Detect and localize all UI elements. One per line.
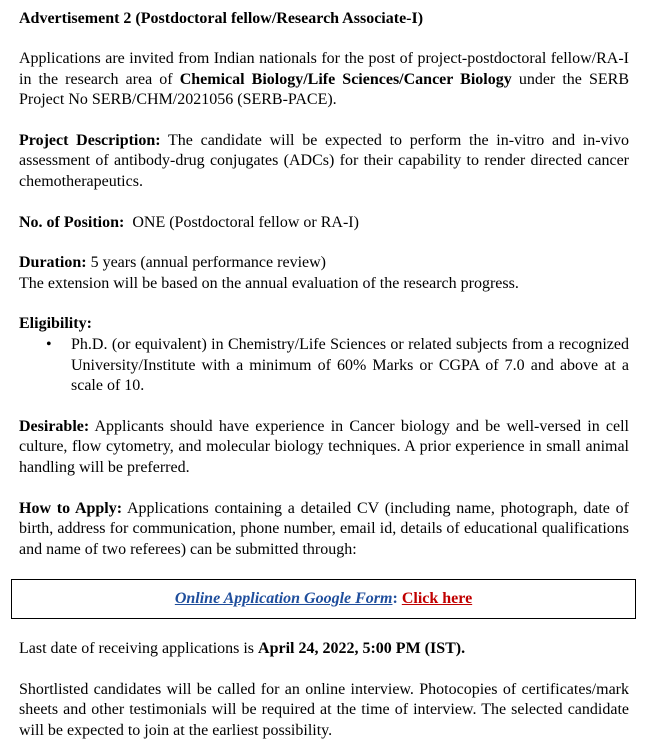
- closing-paragraph: Shortlisted candidates will be called for an online interview. Photocopies of certificates/mark sheets and other testimonials will be required at the time of interview. The selected candidate will be expected to join at the earliest possibility.: [19, 680, 629, 740]
- desirable-paragraph: [19, 417, 629, 479]
- research-area: Chemical Biology/Life Sciences/Cancer Biology: [179, 70, 512, 88]
- eligibility-list: [19, 335, 629, 397]
- link-separator: :: [392, 589, 402, 607]
- desirable-label: Desirable:: [19, 417, 90, 435]
- project-description: [19, 131, 629, 193]
- project-description-label: Project Description:: [19, 131, 161, 149]
- bullet-icon: •: [46, 335, 52, 353]
- click-here-link[interactable]: Click here: [401, 589, 473, 607]
- deadline-date: April 24, 2022, 5:00 PM (IST).: [258, 640, 466, 658]
- desirable-text: Applicants should have experience in Cancer biology and be well-versed in cell culture, flow cytometry, and molecular biology techniques. A prior experience in small animal handling will be preferred.: [19, 417, 629, 476]
- duration-value: 5 years (annual performance review): [86, 254, 326, 272]
- deadline-text: Last date of receiving applications is: [19, 640, 259, 658]
- duration-note: The extension will be based on the annual evaluation of the research progress.: [19, 274, 519, 292]
- eligibility-label: Eligibility:: [19, 315, 92, 333]
- list-item: [19, 335, 629, 397]
- intro-paragraph: [19, 49, 629, 111]
- eligibility-heading: [19, 314, 629, 335]
- advertisement-title: Advertisement 2 (Postdoctoral fellow/Research Associate-I): [19, 10, 424, 27]
- deadline-line: [19, 639, 629, 660]
- duration-line: [19, 253, 629, 274]
- positions-value: ONE (Postdoctoral fellow or RA-I): [124, 213, 359, 231]
- eligibility-section: [19, 314, 629, 396]
- duration-section: [19, 253, 629, 294]
- how-to-apply-paragraph: [19, 499, 629, 561]
- how-to-apply-text: Applications containing a detailed CV (including name, photograph, date of birth, address for communication, phone number, email id, details of educational qualifications and name of two referees) can be submitted through:: [19, 499, 629, 558]
- duration-label: Duration:: [19, 254, 87, 272]
- positions-line: [19, 213, 629, 234]
- application-link-box: [11, 579, 636, 619]
- eligibility-item-text: Ph.D. (or equivalent) in Chemistry/Life Sciences or related subjects from a recognized University/Institute with a minimum of 60% Marks or CGPA of 7.0 and above at a scale of 10.: [71, 335, 629, 395]
- project-description-text: The candidate will be expected to perform the in-vitro and in-vivo assessment of antibody-drug conjugates (ADCs) for their capability to render directed cancer chemotherapeutics.: [19, 131, 630, 190]
- intro-text-end: under the SERB Project No SERB/CHM/2021056 (SERB-PACE).: [19, 70, 629, 109]
- google-form-link[interactable]: Online Application Google Form: [174, 589, 393, 607]
- positions-label: No. of Position:: [19, 213, 125, 231]
- intro-text-start: Applications are invited from Indian nationals for the post of project-postdoctoral fellow/RA-I in the research area of: [19, 50, 629, 88]
- how-to-apply-label: How to Apply:: [19, 499, 123, 517]
